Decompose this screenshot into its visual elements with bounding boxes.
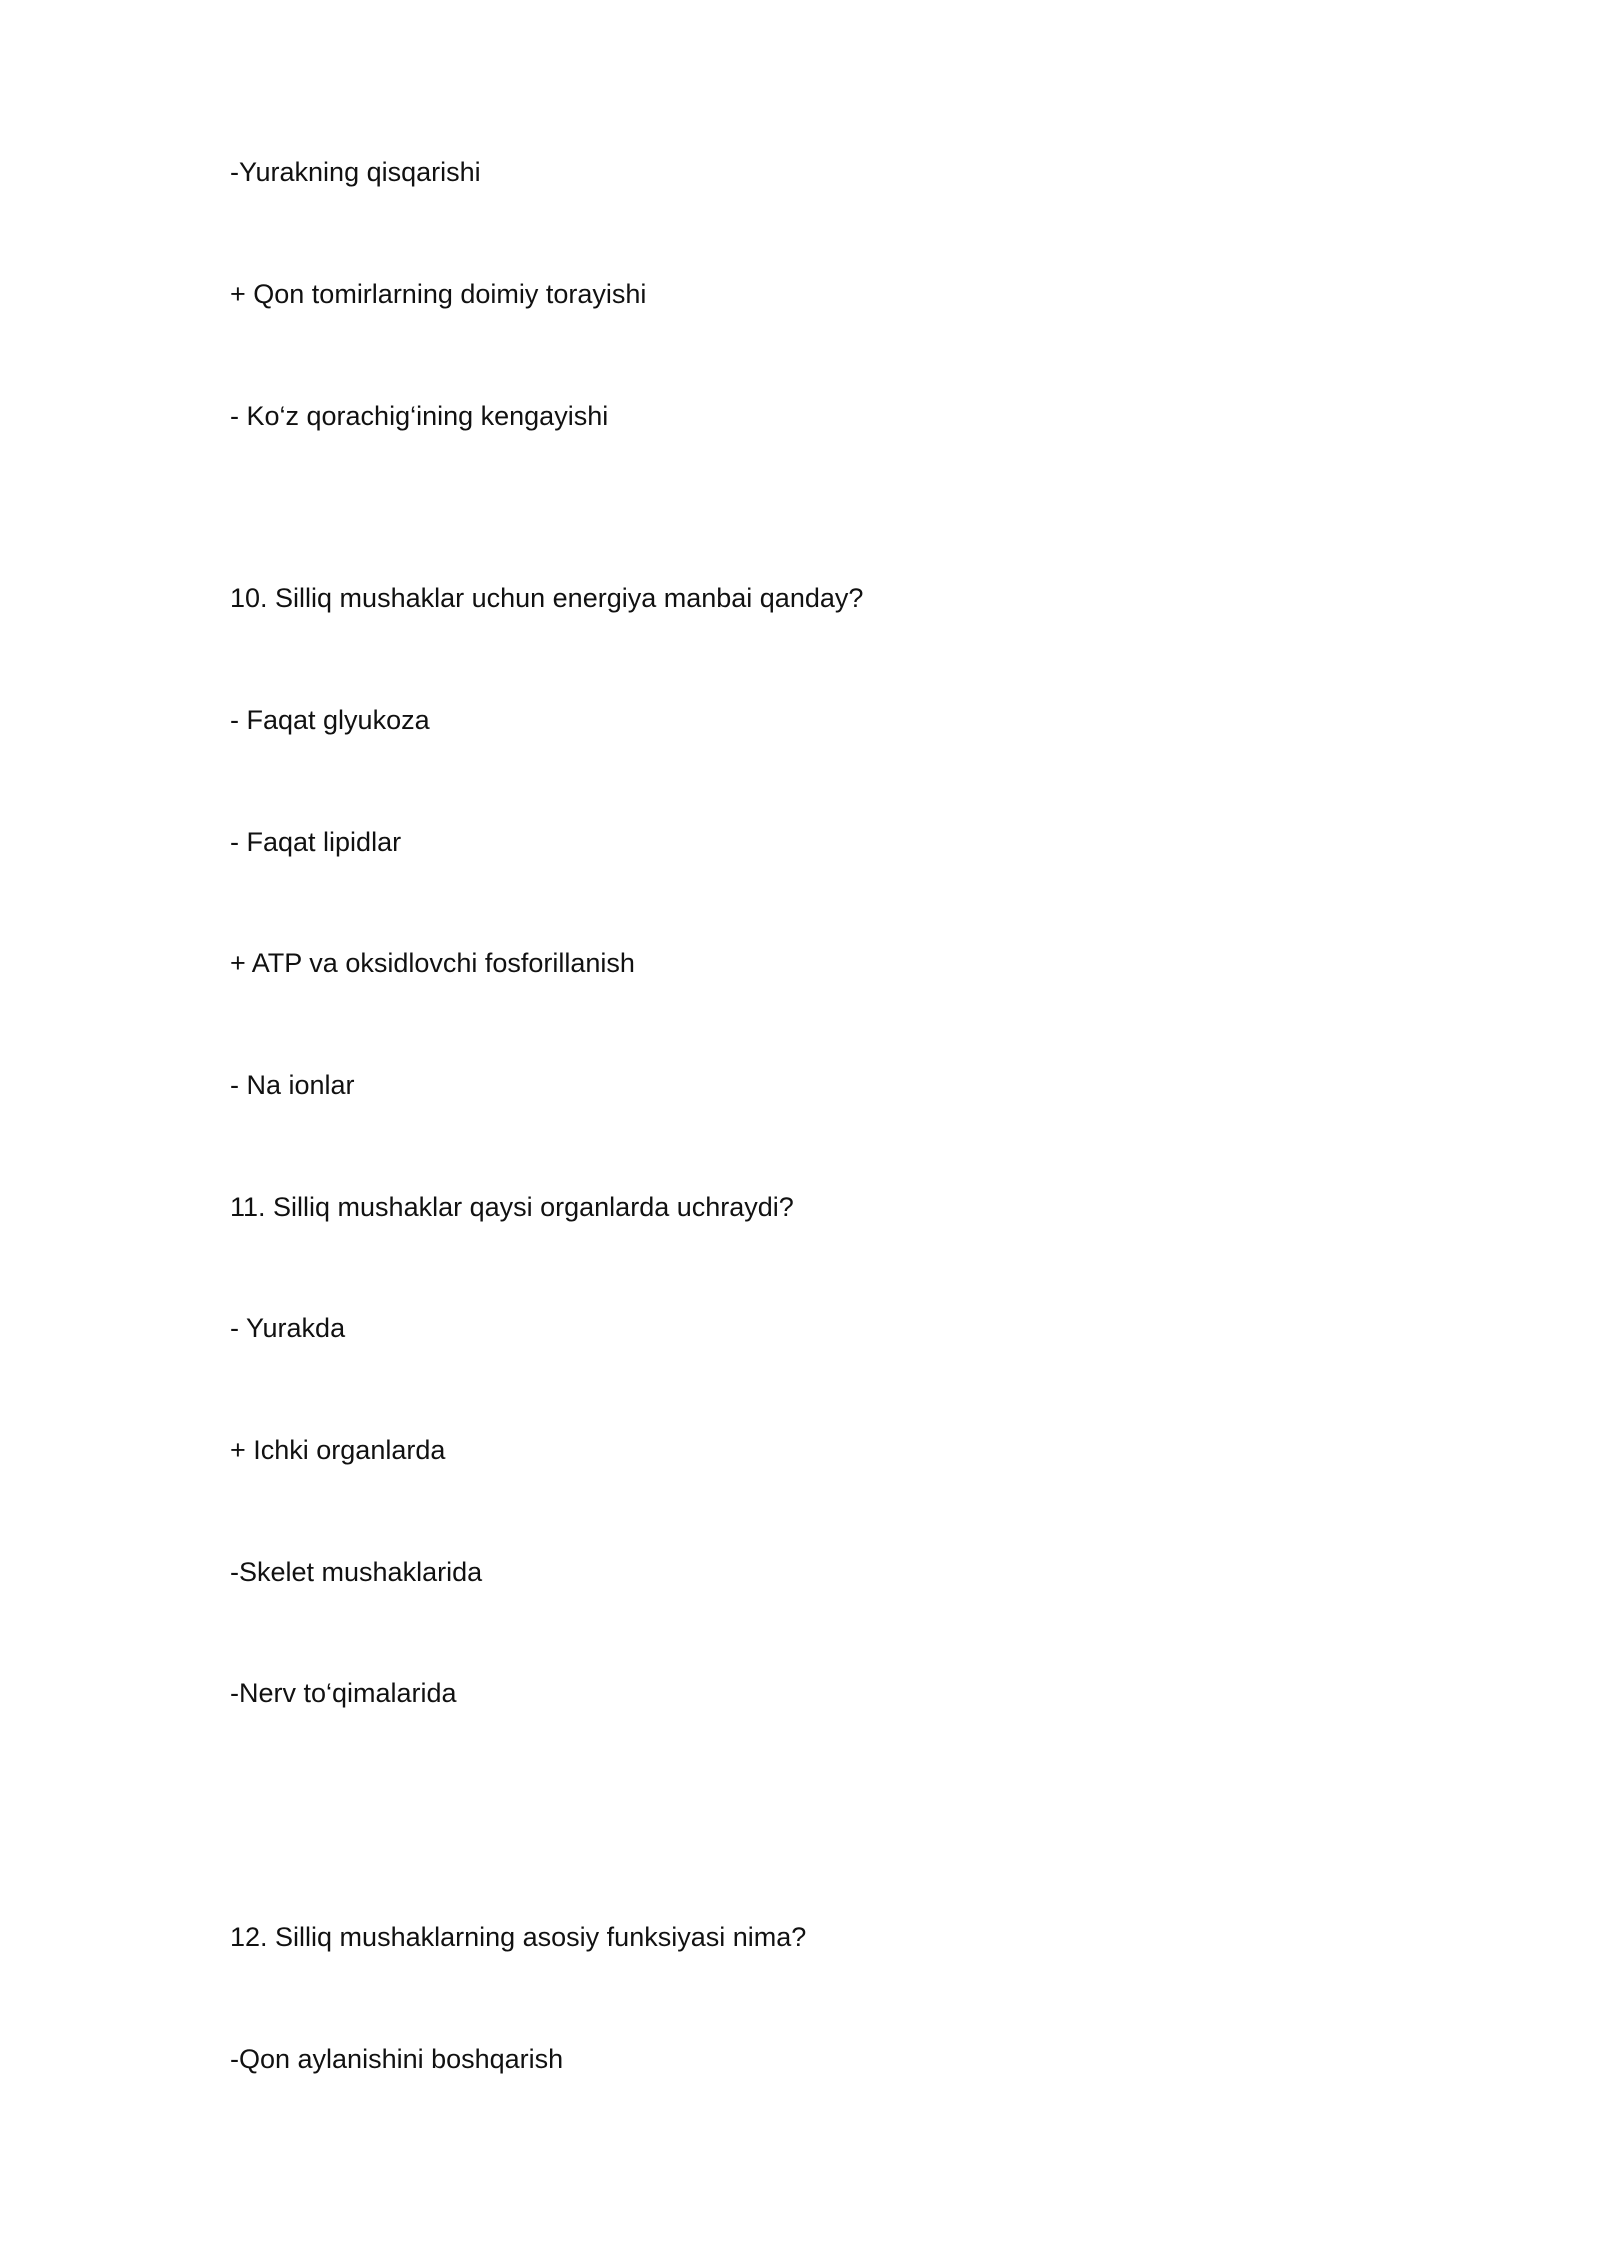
- answer-option-correct: + Qon tomirlarning doimiy torayishi: [230, 279, 647, 309]
- question-12: 12. Silliq mushaklarning asosiy funksiyasi nima?: [230, 1922, 807, 1952]
- question-10: 10. Silliq mushaklar uchun energiya manbai qanday?: [230, 583, 864, 613]
- answer-option: - Yurakda: [230, 1313, 346, 1343]
- answer-option: - Faqat lipidlar: [230, 827, 402, 857]
- answer-option-correct: + Ichki organlarda: [230, 1435, 446, 1465]
- answer-option: - Na ionlar: [230, 1070, 355, 1100]
- answer-option: - Faqat glyukoza: [230, 705, 430, 735]
- answer-option: -Nerv to‘qimalarida: [230, 1678, 457, 1708]
- answer-option-correct: + ATP va oksidlovchi fosforillanish: [230, 948, 635, 978]
- answer-option: -Yurakning qisqarishi: [230, 157, 481, 187]
- answer-option: -Skelet mushaklarida: [230, 1557, 483, 1587]
- question-11: 11. Silliq mushaklar qaysi organlarda uchraydi?: [230, 1192, 794, 1222]
- answer-option: - Ko‘z qorachig‘ining kengayishi: [230, 401, 609, 431]
- answer-option: -Qon aylanishini boshqarish: [230, 2044, 564, 2074]
